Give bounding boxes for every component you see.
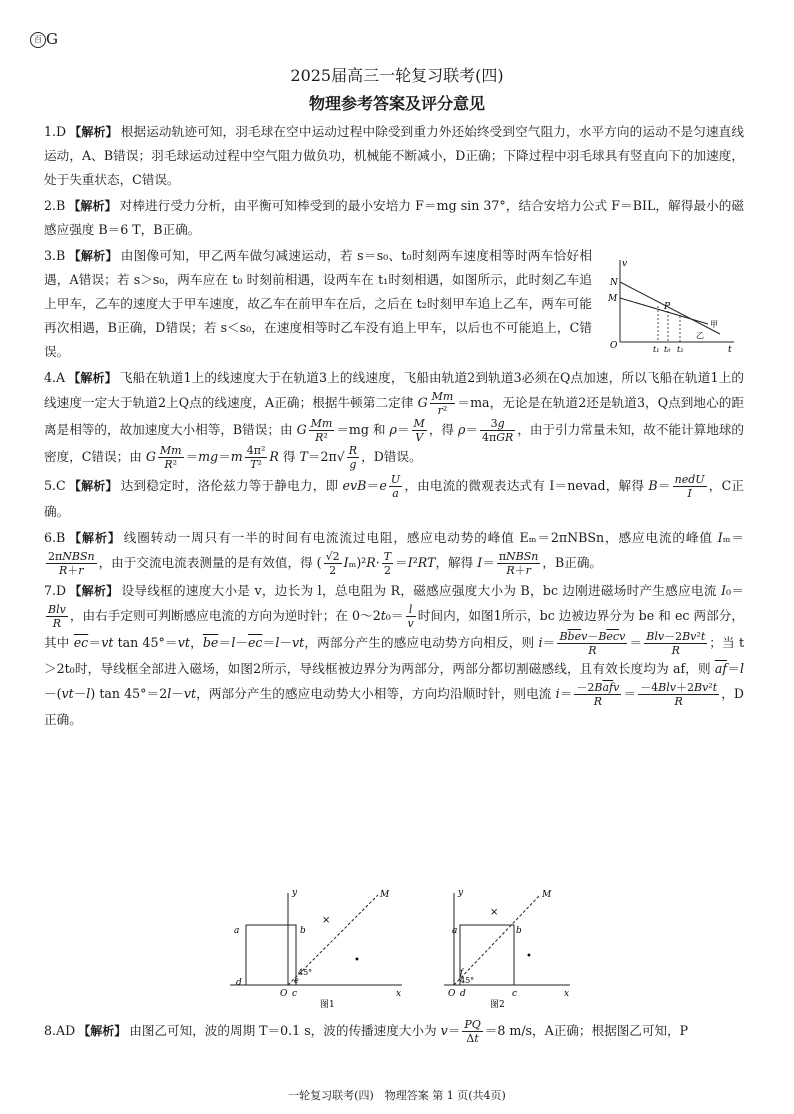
label-P: P bbox=[664, 302, 671, 312]
label-t0: t₀ bbox=[664, 345, 671, 354]
publisher-logo: 百 G bbox=[30, 30, 58, 48]
svg-text:b: b bbox=[300, 926, 306, 936]
label-t1: t₁ bbox=[653, 345, 660, 354]
svg-text:M: M bbox=[542, 890, 552, 900]
formula: $\frac{\text{Blv－2Bv²t}}{R}$ bbox=[646, 630, 706, 657]
figure-1 bbox=[230, 888, 402, 1010]
formula: $\frac{l}{v}$ bbox=[407, 603, 414, 630]
formula: $\frac{Mm}{\text{R²}}$ bbox=[159, 444, 182, 471]
formula: $\frac{R}{g}$ bbox=[348, 444, 358, 471]
formula: $\frac{\text{nedU}}{I}$ bbox=[674, 473, 705, 500]
label-t: t bbox=[728, 345, 732, 355]
answer-4: 4.A 【解析】 飞船在轨道1上的线速度大于在轨道3上的线速度，飞船由轨道2到轨道3必须在Q点加速，所以飞船在轨道1上的线速度一定大于轨道2上Q点的线速度，A正确；根据牛顿第二定律 G $\frac{Mm}{\text{r²}}$ ＝ma，无论是在轨道2还是轨道3，Q点到地心的距离是相等的，故加速度大小相等，B错误；由 G $\frac{Mm}{\text{R²}}$ ＝mg 和 ρ＝ $\frac{M}{V}$ ，得 ρ＝ $\frac{3g}{\text{4πGR}}$ ，由于引力常量未知，故不能计算地球的密度，C错误；由 G $\frac{Mm}{\text{R²}}$ ＝mg＝m $\frac{\text{4π²}}{\text{T²}}$ R 得 T＝2π√ $\frac{R}{g}$ ，D错误。 bbox=[44, 370, 745, 471]
answer-1: 1.D 【解析】 根据运动轨迹可知，羽毛球在空中运动过程中除受到重力外还始终受到空气阻力，水平方向的运动不是匀速直线运动，A、B错误；羽毛球运动过程中空气阻力做负功，机械能不断减小，D正确；下降过程中羽毛球具有竖直向下的加速度，处于失重状态，C错误。 bbox=[44, 124, 744, 187]
formula: $\frac{\text{Blv}}{R}$ bbox=[48, 603, 66, 630]
page-footer: 一轮复习联考(四) 物理答案 第 1 页(共4页) bbox=[288, 1089, 506, 1102]
formula: $\frac{\text{4π²}}{\text{T²}}$ bbox=[246, 444, 266, 471]
svg-text:x: x bbox=[564, 989, 570, 999]
formula: $\frac{Mm}{\text{R²}}$ bbox=[310, 417, 333, 444]
label-yi: 乙 bbox=[696, 331, 704, 340]
answer-2: 2.B 【解析】 对棒进行受力分析，由平衡可知棒受到的最小安培力 F＝mg sin 37°，结合安培力公式 F＝BIL，解得最小的磁感应强度 B＝6 T，B正确。 bbox=[44, 198, 744, 237]
label-O: O bbox=[610, 341, 618, 351]
svg-text:e: e bbox=[294, 976, 299, 985]
answer-content bbox=[44, 120, 744, 734]
answer-6: 6.B 【解析】 线圈转动一周只有一半的时间有电流流过电阻，感应电动势的峰值 Eₘ＝2πNBSn，感应电流的峰值 Iₘ＝ $\frac{\text{2πNBSn}}{R+r}$ ，由于交流电流表测量的是有效值，得 ( $\frac{√2}{2}$ Iₘ)²R· $\frac{T}{2}$ ＝I²RT，解得 I＝ $\frac{\text{πNBSn}}{R+r}$ ，B正确。 bbox=[44, 530, 744, 577]
svg-text:a: a bbox=[452, 926, 458, 936]
svg-text:f: f bbox=[460, 968, 463, 977]
svg-text:M: M bbox=[380, 890, 390, 900]
formula: $\frac{3g}{\text{4πGR}}$ bbox=[482, 417, 514, 444]
label-N: N bbox=[610, 278, 618, 288]
answer-8: 8.AD 【解析】 由图乙可知，波的周期 T＝0.1 s，波的传播速度大小为 v＝ $\frac{PQ}{\Delta t}$ ＝8 m/s，A正确；根据图乙可知，P bbox=[44, 1018, 689, 1045]
svg-text:y: y bbox=[292, 888, 298, 898]
fig2-caption: 图2 bbox=[490, 1000, 505, 1010]
svg-text:•: • bbox=[354, 955, 360, 966]
formula: $\frac{√2}{2}$ bbox=[325, 550, 340, 577]
document-subtitle: 物理参考答案及评分意见 bbox=[308, 94, 485, 113]
label-v: v bbox=[622, 259, 628, 269]
label-jia: 甲 bbox=[710, 320, 718, 329]
answer-content-bottom bbox=[44, 1018, 744, 1047]
svg-text:45°: 45° bbox=[298, 968, 313, 977]
label-M: M bbox=[608, 294, 618, 304]
formula: $\frac{B\overline{be}v-B\overline{ec}v}{R}$ bbox=[559, 630, 626, 657]
formula: $\frac{U}{a}$ bbox=[390, 473, 401, 500]
formula: $\frac{\text{2πNBSn}}{R+r}$ bbox=[48, 550, 95, 577]
formula: $\frac{\text{－4Blv＋2Bv²t}}{R}$ bbox=[640, 681, 718, 708]
figures-1-2 bbox=[230, 885, 580, 1010]
fig1-caption: 图1 bbox=[320, 1000, 335, 1010]
formula: $\frac{T}{2}$ bbox=[383, 550, 392, 577]
svg-text:d: d bbox=[460, 989, 466, 999]
svg-text:d: d bbox=[236, 978, 242, 988]
answer-5: 5.C 【解析】 达到稳定时，洛伦兹力等于静电力，即 evB＝e $\frac{U}{a}$ ，由电流的微观表达式有 I＝nevad，解得 B＝ $\frac{\text{nedU}}{I}$ ，C正确。 bbox=[44, 473, 745, 519]
formula: $\frac{PQ}{\Delta t}$ bbox=[464, 1018, 481, 1045]
svg-text:a: a bbox=[234, 926, 240, 936]
formula: $\frac{\text{πNBSn}}{R+r}$ bbox=[498, 550, 539, 577]
svg-text:O: O bbox=[280, 989, 288, 999]
svg-text:c: c bbox=[512, 989, 518, 999]
svg-text:b: b bbox=[516, 926, 522, 936]
svg-text:O: O bbox=[448, 989, 456, 999]
label-t2: t₂ bbox=[677, 345, 684, 354]
svg-text:•: • bbox=[526, 951, 532, 962]
svg-text:×: × bbox=[490, 907, 499, 918]
answer-3: 3.B 【解析】 由图像可知，甲乙两车做匀减速运动，若 s＝s₀、t₀时刻两车速度相等时两车恰好相遇，A错误；若 s＞s₀，两车应在 t₀ 时刻前相遇，设两车在 t₁时刻相遇，如图所示，此时刻乙车追上甲车，乙车的速度大于甲车速度，故乙车在前甲车在后，之后在 t₂时刻甲车追上乙车，两车可能再次相遇，B正确，D错误；若 s＜s₀，在速度相等时乙车没有追上甲车，以后也不可能追上，C错误。 bbox=[44, 248, 592, 359]
svg-text:×: × bbox=[322, 915, 331, 926]
formula: $\frac{M}{V}$ bbox=[413, 417, 425, 444]
formula: $\frac{-2B\overline{af}v}{R}$ bbox=[576, 681, 620, 708]
svg-text:y: y bbox=[458, 888, 464, 898]
exam-title: 2025届高三一轮复习联考(四) bbox=[290, 66, 504, 85]
svg-text:45°: 45° bbox=[460, 976, 475, 985]
formula: $\frac{Mm}{\text{r²}}$ bbox=[431, 390, 454, 417]
svg-text:x: x bbox=[396, 989, 402, 999]
answer-7: 7.D 【解析】 设导线框的速度大小是 v，边长为 l，总电阻为 R，磁感应强度大小为 B，bc 边刚进磁场时产生感应电流 I₀＝ $\frac{\text{Blv}}{R}$ ，由右手定则可判断感应电流的方向为逆时针；在 0～2t₀＝ $\frac{l}{v}$ 时间内，如图1所示，bc 边被边界分为 be 和 ec 两部分，其中 $\overline{ec}=vt$ tan 45°＝vt，$\overline{be}=l-\overline{ec}=l-vt$，两部分产生的感应电动势方向相反，则 i＝ $\frac{B\overline{be}v-B\overline{ec}v}{R}$ ＝ $\frac{\text{Blv－2Bv²t}}{R}$ ；当 t＞2t₀时，导线框全部进入磁场，如图2所示，导线框被边界分为两部分，两部分都切割磁感线，且有效长度均为 af，则 $\overline{af}=l-(vt-l)$ tan 45°＝2l－vt，两部分产生的感应电动势大小相等，方向均沿顺时针，则电流 i＝ $\frac{-2B\overline{af}v}{R}$ ＝ $\frac{\text{－4Blv＋2Bv²t}}{R}$ ，D正确。 bbox=[44, 583, 745, 727]
vt-graph bbox=[600, 256, 740, 356]
figure-2 bbox=[444, 888, 570, 1010]
svg-text:c: c bbox=[292, 989, 298, 999]
